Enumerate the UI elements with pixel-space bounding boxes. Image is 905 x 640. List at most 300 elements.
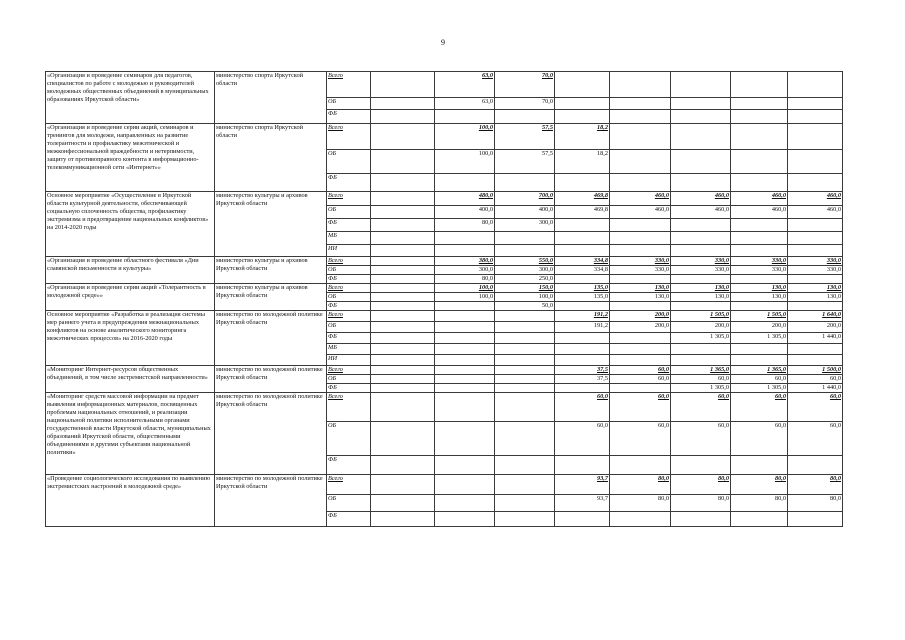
funding-source: ФБ xyxy=(327,219,371,232)
funding-source: ОБ xyxy=(327,375,371,384)
table-row xyxy=(46,311,843,322)
amount-cell xyxy=(435,344,495,355)
amount-cell: 200,0 xyxy=(610,322,671,333)
amount-cell xyxy=(610,124,671,150)
executor: министерство спорта Иркутской области xyxy=(215,72,327,124)
amount-cell xyxy=(610,150,671,174)
amount-cell xyxy=(731,72,788,98)
amount-cell xyxy=(435,512,495,527)
amount-cell xyxy=(788,302,843,311)
amount-cell: 400,0 xyxy=(495,206,555,219)
amount-cell: 1 500,0 xyxy=(788,366,843,375)
amount-cell: 130,0 xyxy=(788,284,843,293)
amount-cell xyxy=(555,512,610,527)
amount-cell xyxy=(555,245,610,257)
amount-cell xyxy=(371,150,435,174)
amount-cell xyxy=(788,150,843,174)
amount-cell: 18,2 xyxy=(555,124,610,150)
amount-cell: 37,5 xyxy=(555,375,610,384)
amount-cell: 80,0 xyxy=(671,475,731,495)
executor: министерство спорта Иркутской области xyxy=(215,124,327,192)
amount-cell xyxy=(371,124,435,150)
funding-source: Всего xyxy=(327,366,371,375)
funding-source: ФБ xyxy=(327,275,371,284)
amount-cell xyxy=(435,322,495,333)
amount-cell xyxy=(371,302,435,311)
funding-source: ОБ xyxy=(327,422,371,456)
amount-cell: 460,0 xyxy=(731,206,788,219)
amount-cell: 100,0 xyxy=(435,124,495,150)
amount-cell: 200,0 xyxy=(731,322,788,333)
amount-cell xyxy=(671,275,731,284)
amount-cell xyxy=(435,366,495,375)
amount-cell: 130,0 xyxy=(610,284,671,293)
amount-cell xyxy=(555,275,610,284)
amount-cell: 469,8 xyxy=(555,206,610,219)
amount-cell: 150,0 xyxy=(495,284,555,293)
amount-cell xyxy=(435,174,495,192)
amount-cell xyxy=(731,302,788,311)
amount-cell: 1 440,0 xyxy=(788,333,843,344)
amount-cell xyxy=(495,456,555,475)
amount-cell: 60,0 xyxy=(610,375,671,384)
activity-name: «Мониторинг Интернет-ресурсов общественных объединений, в том числе экстремистской направленности» xyxy=(46,366,215,393)
amount-cell xyxy=(435,232,495,245)
amount-cell xyxy=(495,355,555,366)
amount-cell xyxy=(371,275,435,284)
funding-source: ОБ xyxy=(327,495,371,512)
amount-cell xyxy=(495,422,555,456)
amount-cell xyxy=(788,72,843,98)
activity-name: «Организация и проведение семинаров для педагогов, специалистов по работе с молодежью и руководителей молодежных общественных объединений в муниципальных образованиях Иркутской области» xyxy=(46,72,215,124)
amount-cell: 550,0 xyxy=(495,257,555,266)
amount-cell: 60,0 xyxy=(610,393,671,422)
funding-source: ОБ xyxy=(327,206,371,219)
table-row xyxy=(46,284,843,293)
amount-cell: 60,0 xyxy=(671,375,731,384)
amount-cell xyxy=(495,232,555,245)
amount-cell xyxy=(555,110,610,124)
amount-cell xyxy=(371,98,435,110)
amount-cell xyxy=(495,475,555,495)
amount-cell xyxy=(610,219,671,232)
funding-source: ФБ xyxy=(327,512,371,527)
funding-source: ФБ xyxy=(327,333,371,344)
activity-name: Основное мероприятие «Осуществление в Иркутской области культурной деятельности, обеспечивающей социальную сплоченность общества, профилактику экстремизма и предотвращение национальных конфликтов» на 2014-2020 годы xyxy=(46,192,215,257)
amount-cell xyxy=(788,232,843,245)
amount-cell xyxy=(371,344,435,355)
amount-cell xyxy=(610,512,671,527)
amount-cell: 200,0 xyxy=(671,322,731,333)
table-row xyxy=(46,257,843,266)
funding-source: МБ xyxy=(327,344,371,355)
amount-cell xyxy=(435,245,495,257)
amount-cell: 191,2 xyxy=(555,322,610,333)
amount-cell: 330,0 xyxy=(671,266,731,275)
amount-cell: 1 505,0 xyxy=(731,311,788,322)
funding-source: ОБ xyxy=(327,150,371,174)
amount-cell xyxy=(495,245,555,257)
amount-cell xyxy=(371,293,435,302)
amount-cell xyxy=(495,110,555,124)
amount-cell xyxy=(671,245,731,257)
amount-cell: 1 365,0 xyxy=(731,366,788,375)
amount-cell xyxy=(371,456,435,475)
amount-cell: 57,5 xyxy=(495,150,555,174)
executor: министерство культуры и архивов Иркутской области xyxy=(215,257,327,284)
funding-source: Всего xyxy=(327,72,371,98)
amount-cell xyxy=(371,355,435,366)
funding-source: Всего xyxy=(327,393,371,422)
amount-cell: 70,0 xyxy=(495,98,555,110)
amount-cell xyxy=(371,311,435,322)
amount-cell xyxy=(610,110,671,124)
amount-cell: 334,8 xyxy=(555,257,610,266)
table-row xyxy=(46,192,843,206)
amount-cell: 70,0 xyxy=(495,72,555,98)
page-number: 9 xyxy=(441,38,445,47)
amount-cell: 60,0 xyxy=(731,422,788,456)
amount-cell: 130,0 xyxy=(610,293,671,302)
amount-cell xyxy=(371,284,435,293)
amount-cell xyxy=(495,174,555,192)
amount-cell: 130,0 xyxy=(788,293,843,302)
amount-cell xyxy=(371,422,435,456)
amount-cell: 330,0 xyxy=(610,257,671,266)
funding-source: ФБ xyxy=(327,456,371,475)
amount-cell xyxy=(671,302,731,311)
amount-cell xyxy=(495,311,555,322)
amount-cell: 330,0 xyxy=(610,266,671,275)
amount-cell xyxy=(731,344,788,355)
amount-cell: 330,0 xyxy=(731,257,788,266)
amount-cell: 460,0 xyxy=(610,206,671,219)
amount-cell xyxy=(435,302,495,311)
amount-cell: 330,0 xyxy=(731,266,788,275)
amount-cell xyxy=(610,72,671,98)
amount-cell xyxy=(610,174,671,192)
amount-cell: 80,0 xyxy=(731,475,788,495)
amount-cell xyxy=(731,219,788,232)
table-row xyxy=(46,475,843,495)
amount-cell xyxy=(731,232,788,245)
funding-source: ОБ xyxy=(327,322,371,333)
amount-cell xyxy=(671,150,731,174)
amount-cell xyxy=(788,124,843,150)
amount-cell xyxy=(371,72,435,98)
amount-cell xyxy=(671,355,731,366)
amount-cell: 130,0 xyxy=(731,284,788,293)
amount-cell xyxy=(610,355,671,366)
amount-cell xyxy=(610,456,671,475)
amount-cell xyxy=(435,393,495,422)
amount-cell: 200,0 xyxy=(788,322,843,333)
amount-cell xyxy=(555,302,610,311)
amount-cell xyxy=(731,275,788,284)
amount-cell xyxy=(788,110,843,124)
amount-cell xyxy=(610,384,671,393)
amount-cell: 250,0 xyxy=(495,275,555,284)
amount-cell xyxy=(435,422,495,456)
amount-cell xyxy=(371,232,435,245)
amount-cell: 1 440,0 xyxy=(788,384,843,393)
funding-source: МБ xyxy=(327,232,371,245)
amount-cell: 60,0 xyxy=(671,393,731,422)
amount-cell: 480,0 xyxy=(435,192,495,206)
amount-cell xyxy=(610,333,671,344)
executor: министерство по молодежной политике Иркутской области xyxy=(215,393,327,475)
amount-cell xyxy=(788,219,843,232)
amount-cell: 60,0 xyxy=(788,422,843,456)
amount-cell: 18,2 xyxy=(555,150,610,174)
funding-source: ФБ xyxy=(327,302,371,311)
executor: министерство культуры и архивов Иркутской области xyxy=(215,192,327,257)
funding-source: Всего xyxy=(327,475,371,495)
amount-cell xyxy=(788,344,843,355)
amount-cell: 469,8 xyxy=(555,192,610,206)
amount-cell xyxy=(671,219,731,232)
amount-cell: 60,0 xyxy=(671,422,731,456)
amount-cell xyxy=(610,98,671,110)
executor: министерство культуры и архивов Иркутской области xyxy=(215,284,327,311)
amount-cell: 60,0 xyxy=(788,393,843,422)
funding-source: Всего xyxy=(327,192,371,206)
activity-name: «Организация и проведение серии акций «Толерантность в молодежной среде»» xyxy=(46,284,215,311)
amount-cell: 100,0 xyxy=(435,293,495,302)
amount-cell xyxy=(555,174,610,192)
amount-cell xyxy=(788,98,843,110)
amount-cell xyxy=(371,206,435,219)
amount-cell: 60,0 xyxy=(610,422,671,456)
amount-cell: 300,0 xyxy=(495,219,555,232)
table-body xyxy=(46,72,843,527)
amount-cell: 63,0 xyxy=(435,72,495,98)
amount-cell xyxy=(731,174,788,192)
funding-source: ФБ xyxy=(327,110,371,124)
amount-cell xyxy=(435,456,495,475)
amount-cell xyxy=(555,72,610,98)
amount-cell: 700,0 xyxy=(495,192,555,206)
amount-cell xyxy=(671,124,731,150)
amount-cell xyxy=(371,384,435,393)
amount-cell: 60,0 xyxy=(555,393,610,422)
amount-cell xyxy=(371,375,435,384)
amount-cell: 334,8 xyxy=(555,266,610,275)
funding-source: Всего xyxy=(327,311,371,322)
amount-cell: 60,0 xyxy=(555,422,610,456)
executor: министерство по молодежной политике Иркутской области xyxy=(215,311,327,366)
amount-cell: 191,2 xyxy=(555,311,610,322)
amount-cell: 80,0 xyxy=(435,275,495,284)
amount-cell xyxy=(495,366,555,375)
amount-cell xyxy=(495,375,555,384)
amount-cell xyxy=(435,375,495,384)
funding-source: Всего xyxy=(327,257,371,266)
activity-name: «Мониторинг средств массовой информации на предмет выявления информационных материалов, посвященных проблемам национальных отношений, и реализации национальной политики исполнительными органами государственной власти Иркутской области, муниципальных образований Иркутской области, общественными объединениями и другими субъектами национальной политики» xyxy=(46,393,215,475)
amount-cell xyxy=(788,275,843,284)
executor: министерство по молодежной политике Иркутской области xyxy=(215,366,327,393)
funding-source: ИИ xyxy=(327,355,371,366)
amount-cell: 100,0 xyxy=(435,150,495,174)
amount-cell: 330,0 xyxy=(671,257,731,266)
amount-cell xyxy=(371,512,435,527)
amount-cell: 330,0 xyxy=(788,257,843,266)
amount-cell: 1 305,0 xyxy=(671,384,731,393)
amount-cell xyxy=(371,110,435,124)
amount-cell: 80,0 xyxy=(731,495,788,512)
amount-cell: 100,0 xyxy=(495,293,555,302)
amount-cell xyxy=(371,333,435,344)
amount-cell: 300,0 xyxy=(435,266,495,275)
amount-cell xyxy=(495,333,555,344)
amount-cell xyxy=(671,110,731,124)
amount-cell: 80,0 xyxy=(435,219,495,232)
amount-cell: 37,5 xyxy=(555,366,610,375)
amount-cell xyxy=(610,275,671,284)
funding-source: Всего xyxy=(327,284,371,293)
amount-cell xyxy=(731,150,788,174)
amount-cell: 300,0 xyxy=(495,266,555,275)
activity-name: Основное мероприятие «Разработка и реализация системы мер раннего учета и предупреждения межнациональных конфликтов на основе аналитического мониторинга межэтнических процессов» на 2016-2020 годы xyxy=(46,311,215,366)
amount-cell: 80,0 xyxy=(671,495,731,512)
amount-cell: 460,0 xyxy=(671,192,731,206)
amount-cell xyxy=(495,495,555,512)
amount-cell: 1 305,0 xyxy=(731,333,788,344)
activity-name: «Проведение социологического исследования по выявлению экстремистских настроений в молодежной среде» xyxy=(46,475,215,527)
executor: министерство по молодежной политике Иркутской области xyxy=(215,475,327,527)
amount-cell: 80,0 xyxy=(788,495,843,512)
amount-cell xyxy=(731,98,788,110)
amount-cell xyxy=(731,456,788,475)
amount-cell xyxy=(788,512,843,527)
amount-cell: 460,0 xyxy=(671,206,731,219)
amount-cell xyxy=(731,110,788,124)
amount-cell xyxy=(371,475,435,495)
amount-cell: 93,7 xyxy=(555,475,610,495)
funding-source: ФБ xyxy=(327,384,371,393)
amount-cell: 60,0 xyxy=(788,375,843,384)
amount-cell xyxy=(671,512,731,527)
amount-cell: 63,0 xyxy=(435,98,495,110)
program-funding-table xyxy=(45,71,843,527)
amount-cell xyxy=(371,174,435,192)
amount-cell xyxy=(371,393,435,422)
amount-cell: 57,5 xyxy=(495,124,555,150)
amount-cell: 60,0 xyxy=(731,375,788,384)
amount-cell xyxy=(371,192,435,206)
amount-cell xyxy=(610,232,671,245)
amount-cell: 60,0 xyxy=(731,393,788,422)
funding-source: ОБ xyxy=(327,293,371,302)
amount-cell: 380,0 xyxy=(435,257,495,266)
table-row xyxy=(46,393,843,422)
funding-source: ФБ xyxy=(327,174,371,192)
amount-cell xyxy=(671,344,731,355)
funding-source: ИИ xyxy=(327,245,371,257)
funding-source: ОБ xyxy=(327,98,371,110)
amount-cell: 50,0 xyxy=(495,302,555,311)
amount-cell: 130,0 xyxy=(671,284,731,293)
amount-cell: 400,0 xyxy=(435,206,495,219)
amount-cell xyxy=(435,495,495,512)
amount-cell: 100,0 xyxy=(435,284,495,293)
amount-cell xyxy=(731,355,788,366)
amount-cell xyxy=(371,245,435,257)
amount-cell xyxy=(671,72,731,98)
amount-cell xyxy=(788,456,843,475)
amount-cell xyxy=(435,110,495,124)
amount-cell xyxy=(371,366,435,375)
amount-cell xyxy=(435,384,495,393)
activity-name: «Организация и проведение серии акций, семинаров и тренингов для молодежи, направленных на развитие толерантности и профилактику межэтнической и межконфессиональной враждебности и нетерпимости, защиту от противоправного контента в информационно-телекоммуникационной сети «Интернет»» xyxy=(46,124,215,192)
amount-cell: 80,0 xyxy=(610,475,671,495)
amount-cell xyxy=(495,393,555,422)
table-row xyxy=(46,72,843,98)
amount-cell xyxy=(555,384,610,393)
amount-cell xyxy=(555,232,610,245)
amount-cell xyxy=(671,456,731,475)
amount-cell: 80,0 xyxy=(610,495,671,512)
amount-cell xyxy=(555,344,610,355)
amount-cell xyxy=(731,512,788,527)
amount-cell xyxy=(671,98,731,110)
amount-cell: 460,0 xyxy=(610,192,671,206)
amount-cell: 1 505,0 xyxy=(671,311,731,322)
amount-cell xyxy=(555,456,610,475)
amount-cell xyxy=(788,355,843,366)
amount-cell xyxy=(731,245,788,257)
amount-cell xyxy=(671,232,731,245)
amount-cell xyxy=(371,495,435,512)
table-row xyxy=(46,366,843,375)
funding-source: Всего xyxy=(327,124,371,150)
amount-cell xyxy=(610,302,671,311)
amount-cell: 130,0 xyxy=(731,293,788,302)
amount-cell: 1 305,0 xyxy=(731,384,788,393)
amount-cell xyxy=(610,245,671,257)
amount-cell: 460,0 xyxy=(788,206,843,219)
amount-cell xyxy=(371,257,435,266)
amount-cell xyxy=(371,266,435,275)
amount-cell xyxy=(495,384,555,393)
amount-cell: 93,7 xyxy=(555,495,610,512)
amount-cell xyxy=(435,355,495,366)
amount-cell: 130,0 xyxy=(671,293,731,302)
amount-cell: 135,0 xyxy=(555,284,610,293)
activity-name: «Организация и проведение областного фестиваля «Дни славянской письменности и культуры» xyxy=(46,257,215,284)
amount-cell xyxy=(731,124,788,150)
funding-source: ОБ xyxy=(327,266,371,275)
amount-cell xyxy=(495,344,555,355)
amount-cell: 1 640,0 xyxy=(788,311,843,322)
amount-cell: 330,0 xyxy=(788,266,843,275)
amount-cell xyxy=(555,333,610,344)
amount-cell xyxy=(435,475,495,495)
amount-cell: 1 305,0 xyxy=(671,333,731,344)
amount-cell: 460,0 xyxy=(731,192,788,206)
amount-cell xyxy=(555,355,610,366)
amount-cell xyxy=(788,245,843,257)
amount-cell xyxy=(555,219,610,232)
table-row xyxy=(46,124,843,150)
amount-cell xyxy=(435,333,495,344)
amount-cell: 135,0 xyxy=(555,293,610,302)
amount-cell: 60,0 xyxy=(610,366,671,375)
amount-cell xyxy=(371,322,435,333)
amount-cell xyxy=(495,512,555,527)
amount-cell xyxy=(555,98,610,110)
amount-cell xyxy=(495,322,555,333)
